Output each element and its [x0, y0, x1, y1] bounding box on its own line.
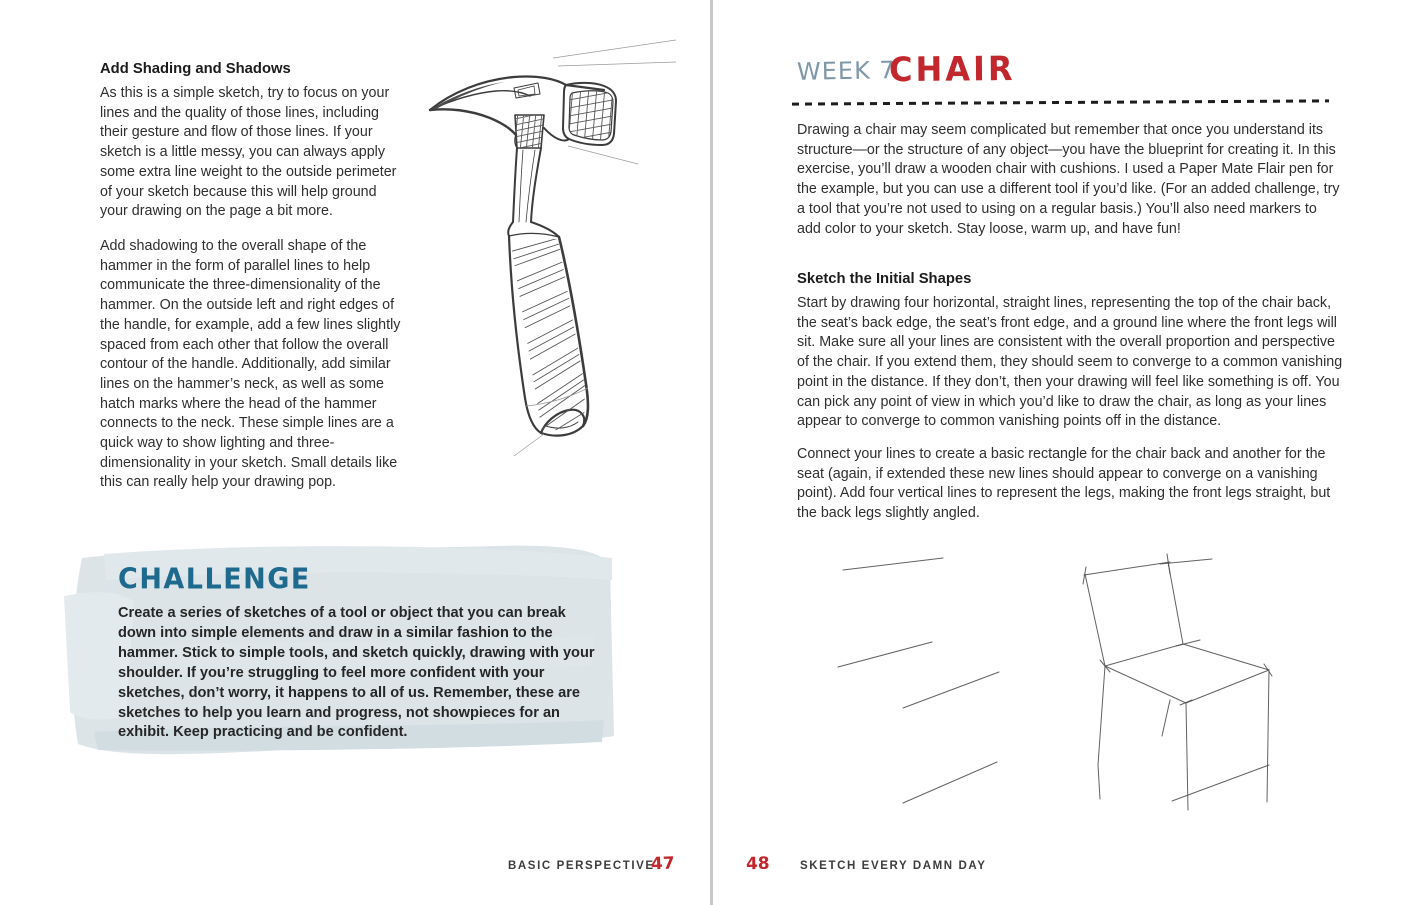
chapter-intro: Drawing a chair may seem complicated but remember that once you understand its structure—or the structure of any object—you have the blueprint for creating it. In this exercise, you’ll draw a wooden chair with cushions. I used a Paper Mate Flair pen for the example, but you can use a different tool if you’d like. (For an added challenge, try a tool that you’re not used to using on a regular basis.) You’ll also need markers to add color to your sketch. Stay loose, warm up, and have fun! [797, 122, 1340, 237]
running-footer-left: BASIC PERSPECTIVE [508, 860, 655, 872]
paragraph-initial-shapes-1: Start by drawing four horizontal, straight lines, representing the top of the chair back, the seat’s back edge, the seat’s front edge, and a ground line where the front legs will sit. Make sure all your lines are consistent with the overall proportion and perspective of the chair. If you extend them, they should seem to converge to a common vanishing point in the distance. If they don’t, then your drawing will feel like something is off. You can pick any point of view in which you’d like to draw the chair, as long as your lines appear to converge to common vanishing points off in the distance. [797, 295, 1343, 430]
running-footer-right: SKETCH EVERY DAMN DAY [800, 860, 987, 872]
week-label: WEEK 7 [796, 56, 896, 86]
chapter-title: CHAIR [888, 48, 1016, 90]
hand-drawn-dashed-rule [792, 99, 1329, 106]
paragraph-shading-2: Add shadowing to the overall shape of the hammer in the form of parallel lines to help communicate the three-dimensionality of the hammer. On the outside left and right edges of the handle, for example, add a few lines slightly spaced from each other that follow the overall contour of the handle. Additionally, add similar lines on the hammer’s neck, as well as some hatch marks where the head of the hammer connects to the neck. These simple lines are a quick way to show lighting and three-dimensionality in your sketch. Small details like this can really help your drawing pop. [100, 238, 401, 491]
section-heading-initial-shapes: Sketch the Initial Shapes [797, 271, 972, 287]
challenge-body: Create a series of sketches of a tool or object that you can break down into simple elements and draw in a similar fashion to the hammer. Stick to simple tools, and sketch quickly, drawing with your shoulder. If you’re struggling to feel more confident with your sketches, don’t worry, it happens to all of us. Remember, these are sketches to help you learn and progress, not showpieces for an exhibit. Keep practicing and be confident. [118, 605, 595, 741]
page-number-left: 47 [650, 853, 676, 875]
challenge-callout [64, 536, 616, 768]
hammer-sketch-illustration [418, 36, 680, 468]
section-heading-shading: Add Shading and Shadows [100, 61, 291, 77]
chair-construction-sketch-illustration [800, 543, 1320, 838]
page-gutter-divider [710, 0, 713, 905]
page-number-right: 48 [745, 853, 770, 875]
paragraph-initial-shapes-2: Connect your lines to create a basic rectangle for the chair back and another for the seat (again, if extended these new lines should appear to converge on a vanishing point). Add four vertical lines to represent the legs, making the front legs straight, but the back legs slightly angled. [797, 446, 1331, 522]
paragraph-shading-1: As this is a simple sketch, try to focus on your lines and the quality of those lines, including their gesture and flow of those lines. If your sketch is a little messy, you can always apply some extra line weight to the outside perimeter of your sketch because this will help ground your drawing on the page a bit more. [100, 85, 397, 220]
challenge-title: CHALLENGE [118, 563, 311, 596]
